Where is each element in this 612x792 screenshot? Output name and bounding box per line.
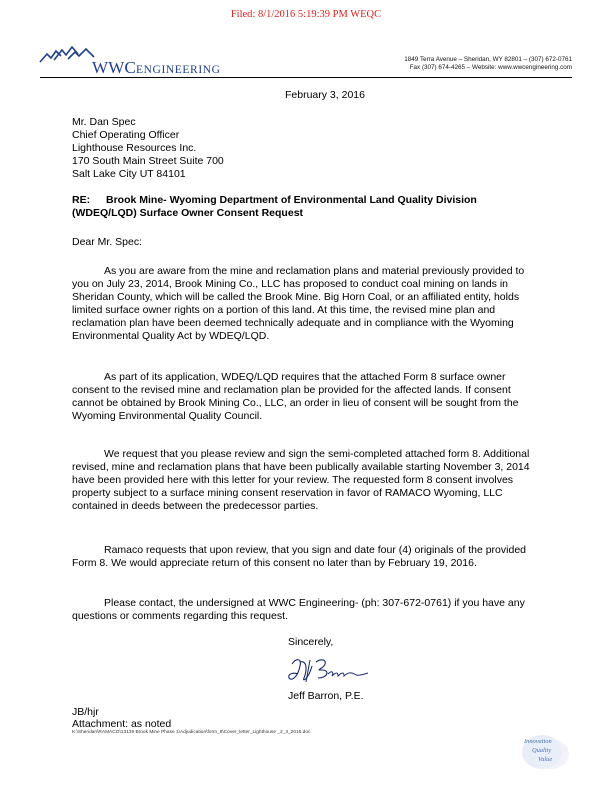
subject-line — [72, 194, 552, 220]
body-paragraph-3: We request that you please review and sign the semi-completed attached form 8. Additional revised, mine and reclamation plans that have been publically available starting November 3, 2014 have been provided here with this letter for your review. The requested form 8 consent involves property subject to a surface mining consent reservation in favor of RAMACO Wyoming, LLC contained in deeds between the predecessor parties. — [72, 448, 530, 512]
attachment-note: Attachment: as noted — [72, 718, 172, 730]
filed-stamp: Filed: 8/1/2016 5:19:39 PM WEQC — [230, 9, 382, 20]
typist-initials: JB/hjr — [72, 706, 99, 718]
letterhead-address — [404, 56, 572, 72]
recipient-address — [72, 116, 224, 181]
recipient-title: Chief Operating Officer — [72, 129, 180, 141]
subject-label: RE: — [72, 194, 91, 206]
handwritten-signature — [286, 654, 372, 691]
seal-line-3: Value — [538, 756, 553, 763]
seal-line-2: Quality — [532, 747, 552, 754]
letterhead-divider — [40, 77, 572, 78]
recipient-company: Lighthouse Resources Inc. — [72, 142, 197, 154]
address-line-2: Fax (307) 674-4265 – Website: www.wwcengineering.com — [409, 64, 572, 71]
document-file-path: K:\Sheridan\RAMACO\13139 Brook Mine Phase 1\Adjudication\form_8\Cover_letter_Lighthouse _2_3_2016.doc — [72, 730, 311, 735]
letter-date: February 3, 2016 — [285, 89, 365, 101]
body-paragraph-4: Ramaco requests that upon review, that you sign and date four (4) originals of the provided Form 8. We would appreciate return of this consent no later than by February 19, 2016. — [72, 544, 526, 569]
recipient-name: Mr. Dan Spec — [72, 116, 136, 128]
logo-wordmark — [92, 58, 221, 78]
footer-notes — [72, 706, 171, 730]
salutation: Dear Mr. Spec: — [72, 236, 143, 248]
signer-name: Jeff Barron, P.E. — [288, 690, 364, 702]
address-line-1: 1849 Terra Avenue – Sheridan, WY 82801 – (307) 672-0761 — [404, 56, 572, 63]
body-paragraph-1: As you are aware from the mine and reclamation plans and material previously provided to you on July 23, 2014, Brook Mining Co., LLC has proposed to conduct coal mining on lands in Sheridan County, which will be called the Brook Mine. Big Horn Coal, or an affiliated entity, holds limited surface owner rights on a portion of this land. At this time, the revised mine plan and reclamation plan have been deemed technically adequate and in compliance with the Wyoming Environmental Quality Act by WDEQ/LQD. — [72, 265, 525, 342]
logo-engineering: ENGINEERING — [136, 64, 221, 76]
seal-line-1: Innovation — [524, 738, 552, 745]
recipient-city: Salt Lake City UT 84101 — [72, 168, 186, 180]
subject-line-1: Brook Mine- Wyoming Department of Environmental Land Quality Division — [106, 194, 477, 206]
body-paragraph-5: Please contact, the undersigned at WWC Engineering- (ph: 307-672-0761) if you have any questions or comments regarding this request. — [72, 597, 525, 622]
body-paragraph-2: As part of its application, WDEQ/LQD requires that the attached Form 8 surface owner consent to the revised mine and reclamation plan be provided for the affected lands. If consent cannot be obtained by Brook Mining Co., LLC, an order in lieu of consent will be sought from the Wyoming Environmental Quality Council. — [72, 371, 519, 422]
recipient-street: 170 South Main Street Suite 700 — [72, 155, 224, 167]
closing: Sincerely, — [288, 636, 334, 648]
logo-birds-icon — [38, 40, 96, 66]
company-logo — [38, 40, 238, 80]
innovation-quality-value-seal — [518, 732, 576, 772]
logo-wwc: WWC — [92, 58, 137, 77]
subject-line-2: (WDEQ/LQD) Surface Owner Consent Request — [72, 207, 304, 219]
